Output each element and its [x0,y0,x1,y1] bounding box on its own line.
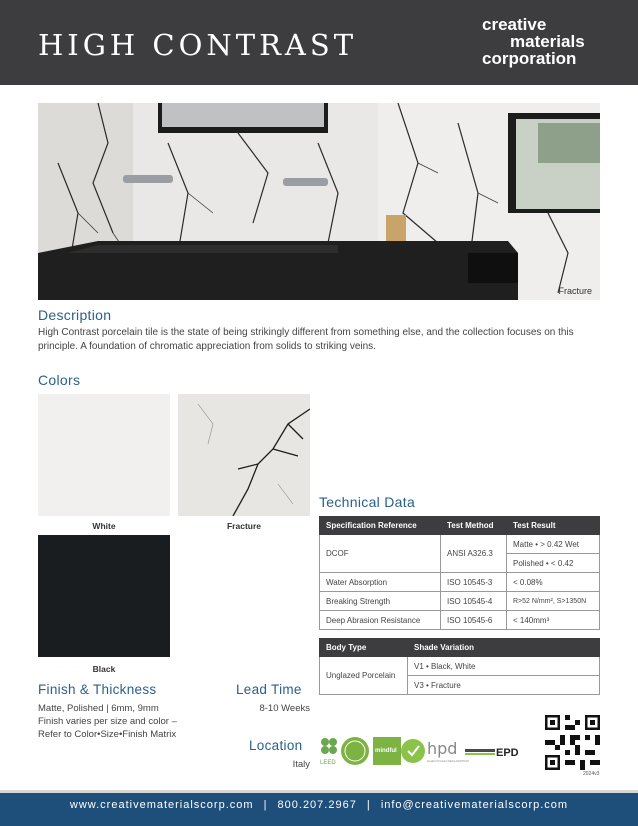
header-bar [0,0,638,85]
epd-badge-icon [465,749,495,755]
finish-heading: Finish & Thickness [38,682,157,697]
declare-badge-icon [401,739,425,763]
qr-code-icon [545,715,600,770]
location-value: Italy [292,759,310,770]
method-deep-abrasion: ISO 10545-6 [441,611,507,630]
footer-phone-link[interactable]: 800.207.2967 [277,799,357,811]
spec-breaking-strength: Breaking Strength [320,592,441,611]
col-body-type: Body Type [320,639,408,657]
technical-data-heading: Technical Data [319,494,416,510]
leed-badge-text: LEED [320,760,336,766]
bathroom-scene-illustration [38,103,600,300]
table-row [320,535,600,554]
logo-line-materials: materials [510,32,585,51]
table-row [320,657,600,676]
col-test-method: Test Method [441,517,507,535]
logo-line-creative: creative [482,15,547,34]
table-row [320,611,600,630]
col-test-result: Test Result [507,517,600,535]
result-dcof-matte: Matte • > 0.42 Wet [507,535,600,554]
spec-water-absorption: Water Absorption [320,573,441,592]
mindful-badge-text: mindful [375,748,397,754]
greenguard-badge-icon [341,737,369,765]
result-breaking-strength: R>52 N/mm², S>1350N [507,592,600,611]
finish-text [38,702,218,741]
colors-heading: Colors [38,372,81,388]
swatch-fracture[interactable] [178,394,310,516]
lead-time-value: 8-10 Weeks [259,703,310,714]
shade-v3: V3 • Fracture [408,676,600,695]
technical-data-table [319,516,600,630]
finish-line-2: Finish varies per size and color – [38,716,177,727]
hpd-badge-subtext: Health Product DECLARATION [427,759,469,763]
swatch-label-black: Black [92,664,116,674]
method-breaking-strength: ISO 10545-4 [441,592,507,611]
result-dcof-polished: Polished • < 0.42 [507,554,600,573]
hpd-badge-text: hpd [427,739,458,758]
logo-line-corporation: corporation [482,49,577,68]
company-logo[interactable] [482,16,585,67]
spec-deep-abrasion: Deep Abrasion Resistance [320,611,441,630]
footer-separator: | [263,799,268,811]
method-water-absorption: ISO 10545-3 [441,573,507,592]
swatch-label-white: White [92,521,116,531]
description-text: High Contrast porcelain tile is the state of being strikingly different from something else, and the collection focuses on this principle. A foundation of chromatic appreciation from solids to striking veins. [38,327,574,352]
table-row [320,573,600,592]
swatch-label-fracture: Fracture [226,521,261,531]
shade-v1: V1 • Black, White [408,657,600,676]
leed-badge-icon [321,738,337,754]
footer-website-link[interactable]: www.creativematerialscorp.com [69,799,254,811]
hero-image [38,103,600,300]
result-deep-abrasion: < 140mm³ [507,611,600,630]
lead-time-heading: Lead Time [236,682,302,697]
certification-badges [319,734,529,768]
qr-code[interactable] [545,715,600,770]
page-title: HIGH CONTRAST [38,28,358,62]
description-heading: Description [38,307,112,323]
finish-line-1: Matte, Polished | 6mm, 9mm [38,703,159,714]
hero-caption: Fracture [558,286,592,296]
method-dcof: ANSI A326.3 [441,535,507,573]
fracture-vein-pattern [178,394,310,516]
body-shade-table [319,638,600,695]
location-heading: Location [249,738,303,753]
swatch-white[interactable] [38,394,170,516]
footer-email-link[interactable]: info@creativematerialscorp.com [380,799,569,811]
col-spec-reference: Specification Reference [320,517,441,535]
version-code: 2024v3 [583,771,600,777]
footer-bar [0,790,638,826]
body-type-value: Unglazed Porcelain [320,657,408,695]
table-row [320,592,600,611]
finish-line-3: Refer to Color•Size•Finish Matrix [38,729,177,740]
spec-dcof: DCOF [320,535,441,573]
epd-badge-text: EPD [496,747,519,759]
badges-row [319,734,529,768]
result-water-absorption: < 0.08% [507,573,600,592]
col-shade-variation: Shade Variation [408,639,600,657]
swatch-black[interactable] [38,535,170,657]
footer-separator: | [366,799,371,811]
footer-contact-line [0,799,638,811]
